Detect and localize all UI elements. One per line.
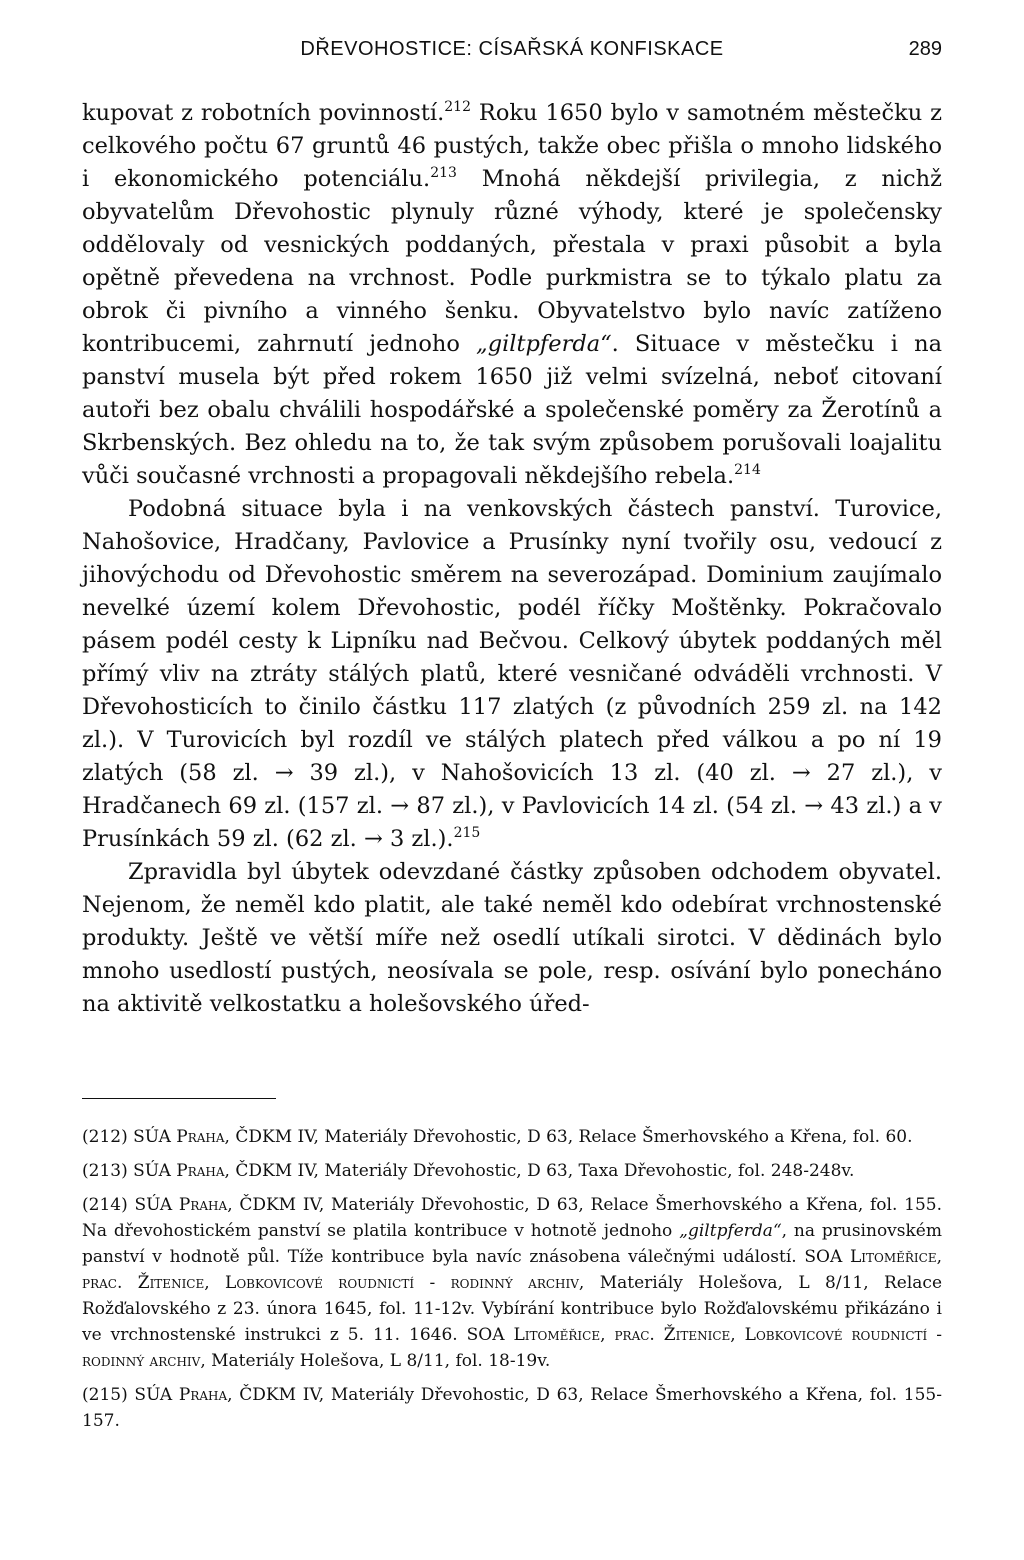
paragraph-3: Zpravidla byl úbytek odevzdané částky způsoben odchodem obyvatel. Nejenom, že neměl kdo platit, ale také neměl kdo odebírat vrchnostenské produkty. Ještě ve větší míře než osedlí utíkali sirotci. V dědinách bylo mnoho usedlostí pustých, neosívala se pole, resp. osívání bylo ponecháno na aktivitě velkostatku a holešovského úřed- <box>82 859 942 1017</box>
footnote-214 <box>82 1192 942 1374</box>
footnote-215 <box>82 1382 942 1434</box>
text-run: SÚA <box>127 1385 179 1405</box>
footnote-number: (214) <box>82 1195 128 1215</box>
main-text <box>82 97 942 1021</box>
text-run: Roku 1650 bylo v samotném městečku z celkového počtu 67 gruntů 46 pustých, takže obec přišla o mnoho lidského i ekonomického potenciálu. <box>82 100 942 192</box>
running-header <box>82 38 942 68</box>
footnote-number: (212) <box>82 1127 128 1147</box>
footnote-ref-212: 212 <box>444 99 471 115</box>
text-run: , na prusinovském panství v hodnotě půl. Tíže kontribuce byla navíc znásobena válečnými událostí. SOA <box>82 1221 942 1267</box>
small-caps-run: Praha <box>176 1161 225 1181</box>
text-run: , Materiály Holešova, L 8/11, Relace Rožďalovského z 23. února 1645, fol. 11-12v. Vybírání kontribuce bylo Rožďalovskému přikázáno i ve vrchnostenské instrukci z 5. 11. 1646. SOA <box>82 1273 943 1345</box>
small-caps-run: Litoměřice, prac. Žitenice, Lobkovicové roudnictí - rodinný archiv <box>82 1325 942 1371</box>
small-caps-run: Praha <box>178 1385 228 1405</box>
footnotes <box>82 1124 942 1442</box>
italic-term: „giltpferda“ <box>679 1221 782 1241</box>
text-run: kupovat z robotních povinností. <box>82 100 445 126</box>
text-run: SÚA <box>127 1127 177 1147</box>
footnote-ref-215: 215 <box>453 825 481 841</box>
footnote-213 <box>82 1158 942 1184</box>
page-number: 289 <box>908 38 942 60</box>
small-caps-run: Praha <box>178 1195 228 1215</box>
text-run: , ČDKM IV, Materiály Dřevohostic, D 63, Taxa Dřevohostic, fol. 248-248v. <box>224 1161 855 1181</box>
small-caps-run: Litoměřice, prac. Žitenice, Lobkovicové roudnictí - rodinný archiv <box>82 1247 942 1293</box>
text-run: , ČDKM IV, Materiály Dřevohostic, D 63, Relace Šmerhovského a Křena, fol. 155-157. <box>82 1385 942 1431</box>
running-title: DŘEVOHOSTICE: CÍSAŘSKÁ KONFISKACE <box>300 38 724 60</box>
text-run: Podobná situace byla i na venkovských částech panství. Turovice, Nahošovice, Hradčany, Pavlovice a Prusínky nyní tvořily osu, vedoucí z jihovýchodu od Dřevohostic směrem na severozápad. Dominium zaujímalo nevelké území kolem Dřevohostic, podél říčky Moštěnky. Pokračovalo pásem podél cesty k Lipníku nad Bečvou. Celkový úbytek poddaných měl přímý vliv na ztráty stálých platů, které vesničané odváděli vrchnosti. V Dřevohosticích to činilo částku 117 zlatých (z původních 259 zl. na 142 zl.). V Turovicích byl rozdíl ve stálých platech před válkou a po ní 19 zlatých (58 zl. → 39 zl.), v Nahošovicích 13 zl. (40 zl. → 27 zl.), v Hradčanech 69 zl. (157 zl. → 87 zl.), v Pavlovicích 14 zl. (54 zl. → 43 zl.) a v Prusínkách 59 zl. (62 zl. → 3 zl.). <box>82 496 942 852</box>
paragraph-1 <box>82 97 942 493</box>
footnote-ref-213: 213 <box>430 165 457 181</box>
text-run: Mnohá někdejší privilegia, z nichž obyvatelům Dřevohostic plynuly různé výhody, které je společensky oddělovaly od vesnických poddaných, přestala v praxi působit a byla opětně převedena na vrchnost. Podle purkmistra se to týkalo platu za obrok či pivního a vinného šenku. Obyvatelstvo bylo navíc zatíženo kontribucemi, zahrnutí jednoho <box>82 166 942 357</box>
small-caps-run: Praha <box>176 1127 225 1147</box>
footnote-number: (215) <box>82 1385 128 1405</box>
footnote-number: (213) <box>82 1161 128 1181</box>
text-run: , Materiály Holešova, L 8/11, fol. 18-19v. <box>200 1351 551 1371</box>
paragraph-2 <box>82 493 942 856</box>
footnote-212 <box>82 1124 942 1150</box>
text-run: SÚA <box>127 1195 179 1215</box>
text-run: , ČDKM IV, Materiály Dřevohostic, D 63, Relace Šmerhovského a Křena, fol. 60. <box>224 1127 913 1147</box>
text-run: , ČDKM IV, Materiály Dřevohostic, D 63, Relace Šmerhovského a Křena, fol. 155. Na dřevohostickém panství se platila kontribuce v hotnotě jednoho <box>82 1195 942 1241</box>
footnote-separator <box>82 1098 276 1099</box>
text-run: SÚA <box>127 1161 177 1181</box>
footnote-ref-214: 214 <box>734 462 761 478</box>
text-run: . Situace v městečku i na panství musela být před rokem 1650 již velmi svízelná, neboť citovaní autoři bez obalu chválili hospodářské a společenské poměry za Žerotínů a Skrbenských. Bez ohledu na to, že tak svým způsobem porušovali loajalitu vůči současné vrchnosti a propagovali někdejšího rebela. <box>82 331 942 489</box>
italic-term: „giltpferda“ <box>476 331 612 357</box>
